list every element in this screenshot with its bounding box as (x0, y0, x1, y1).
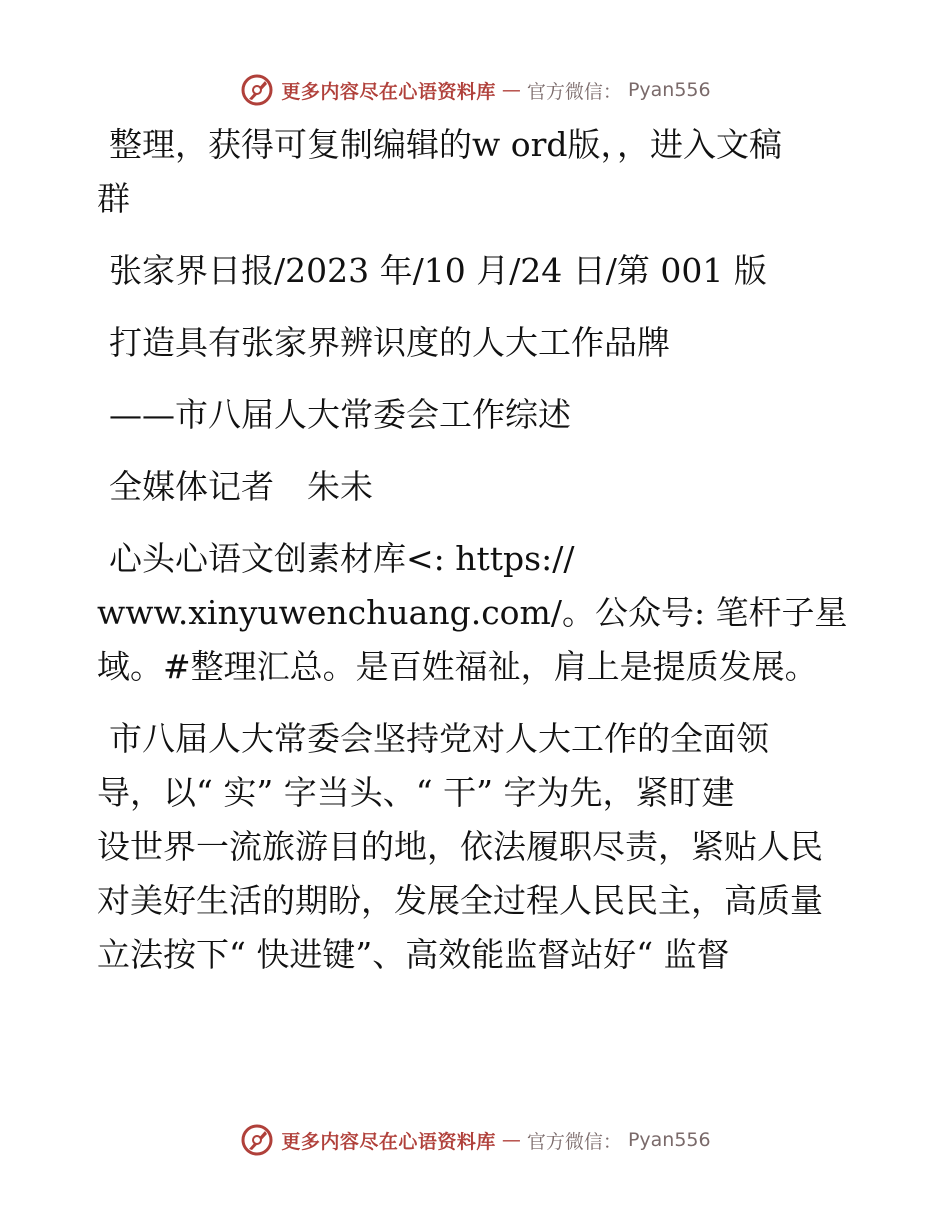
source-note-line-3: 域。#整理汇总。是百姓福祉，肩上是提质发展。 (97, 647, 818, 686)
header-promo-text: 更多内容尽在心语资料库 (281, 80, 496, 103)
byline: 全媒体记者 朱未 (109, 467, 373, 506)
paragraph-line-1: 市八届人大常委会坚持党对人大工作的全面领 (109, 719, 769, 758)
intro-line-2: 群 (97, 179, 130, 218)
paragraph-line-5: 立法按下“ 快进键”、高效能监督站好“ 监督 (97, 935, 730, 974)
article-title: 打造具有张家界辨识度的人大工作品牌 (109, 323, 670, 362)
dateline: 张家界日报/2023 年/10 月/24 日/第 001 版 (109, 251, 767, 290)
paragraph-line-2: 导，以“ 实” 字当头、“ 干” 字为先，紧盯建 (97, 773, 735, 812)
footer-promo-text: 更多内容尽在心语资料库 (281, 1130, 496, 1153)
footer-banner (239, 1122, 710, 1158)
page-footer (0, 1120, 950, 1160)
quill-logo-icon (239, 72, 275, 108)
article-subtitle: ——市八届人大常委会工作综述 (109, 395, 571, 434)
header-banner (239, 72, 710, 108)
document-body (97, 118, 857, 982)
header-dash: — (501, 79, 521, 101)
header-wechat-label: 官方微信： (526, 80, 622, 103)
footer-wechat-label: 官方微信： (526, 1130, 622, 1153)
header-wechat-id: Pyan556 (627, 79, 711, 101)
page-header (0, 70, 950, 110)
footer-dash: — (501, 1129, 521, 1151)
intro-line-1: 整理，获得可复制编辑的w ord版，，进入文稿 (109, 125, 783, 164)
quill-logo-icon (239, 1122, 275, 1158)
source-note-line-2: www.xinyuwenchuang.com/。公众号: 笔杆子星 (97, 593, 848, 632)
source-note-line-1: 心头心语文创素材库<: https:// (109, 539, 575, 578)
paragraph-line-3: 设世界一流旅游目的地，依法履职尽责，紧贴人民 (97, 827, 823, 866)
footer-wechat-id: Pyan556 (627, 1129, 711, 1151)
paragraph-line-4: 对美好生活的期盼，发展全过程人民民主，高质量 (97, 881, 823, 920)
